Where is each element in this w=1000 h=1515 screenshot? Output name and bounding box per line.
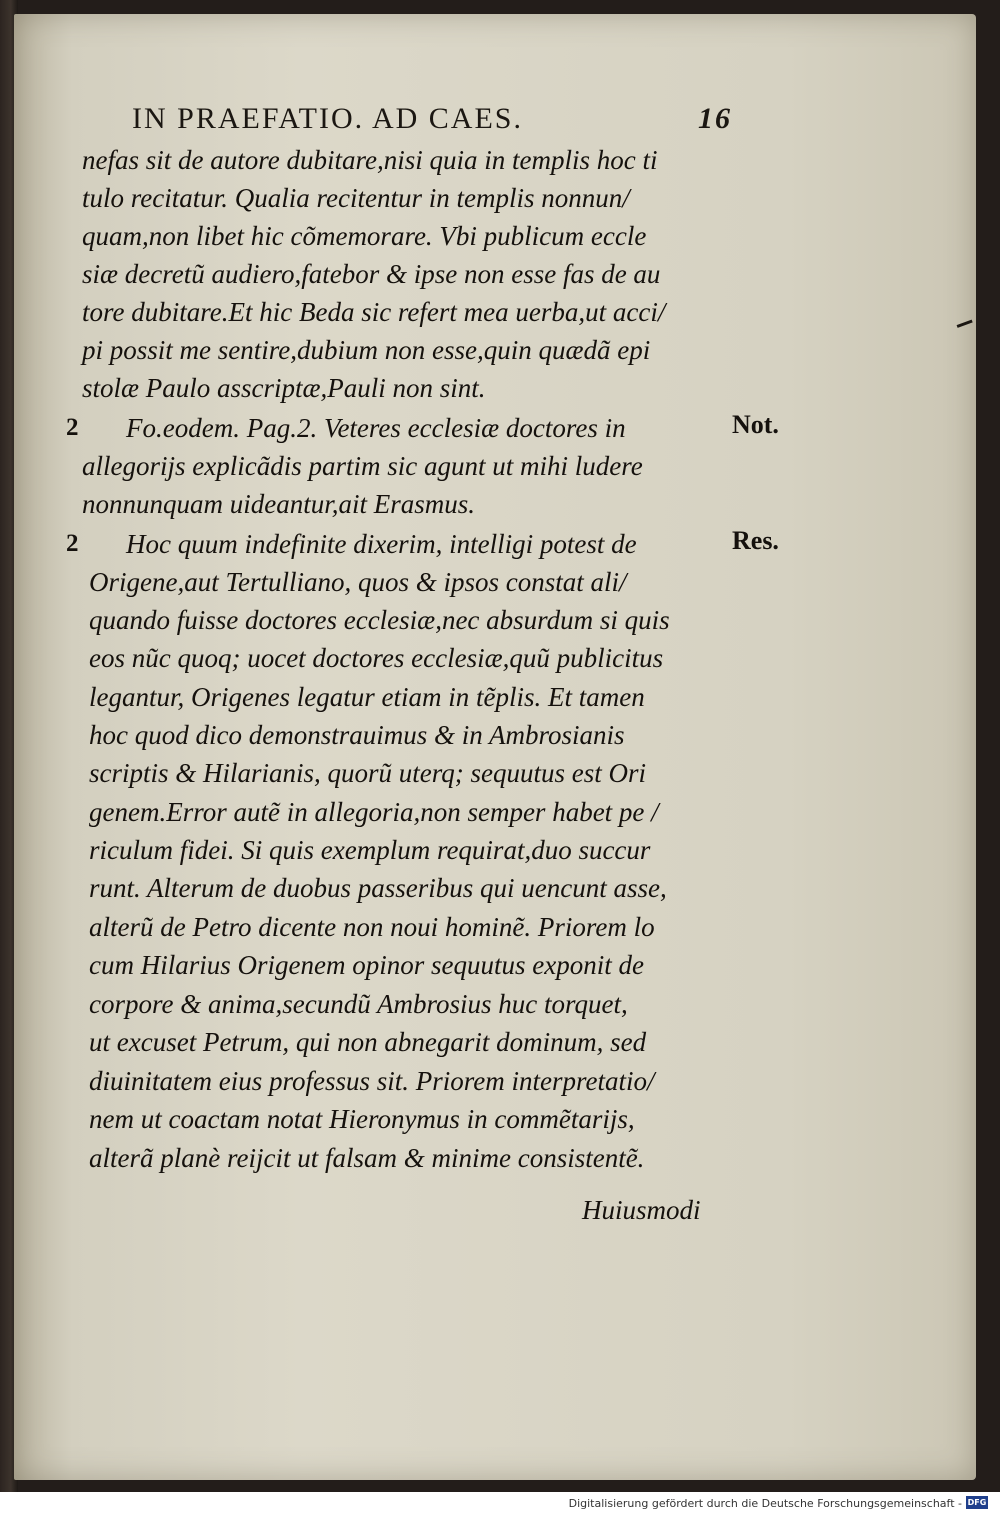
text-line: scriptis & Hilarianis, quorũ uterq; sequutus est Ori: [89, 758, 647, 788]
text-line: riculum fidei. Si quis exemplum requirat,duo succur: [89, 835, 651, 865]
text-line: cum Hilarius Origenem opinor sequutus exponit de: [89, 950, 644, 980]
digitization-credit: Digitalisierung gefördert durch die Deutsche Forschungsgemeinschaft -: [568, 1497, 962, 1510]
text-line: runt. Alterum de duobus passeribus qui uencunt asse,: [89, 873, 667, 903]
text-line: allegorijs explicãdis partim sic agunt ut mihi ludere: [82, 451, 643, 481]
text-line: nem ut coactam notat Hieronymus in commẽtarijs,: [89, 1104, 635, 1134]
text-line: genem.Error autẽ in allegoria,non semper habet pe /: [89, 797, 659, 827]
margin-note-res: Res.: [732, 526, 779, 555]
book-page: [14, 14, 976, 1480]
text-line: nonnunquam uideantur,ait Erasmus.: [82, 489, 476, 519]
margin-number: 2: [66, 530, 79, 557]
text-line: eos nũc quoq; uocet doctores ecclesiæ,quũ publicitus: [89, 643, 664, 673]
text-line: hoc quod dico demonstrauimus & in Ambrosianis: [89, 720, 625, 750]
text-line: quam,non libet hic cõmemorare. Vbi publicum eccle: [82, 221, 647, 251]
catchword: Huiusmodi: [582, 1195, 701, 1225]
text-line: legantur, Origenes legatur etiam in tẽplis. Et tamen: [89, 682, 645, 712]
text-line: alterã planè reijcit ut falsam & minime consistentẽ.: [89, 1143, 645, 1173]
text-line: siæ decretũ audiero,fatebor & ipse non esse fas de au: [82, 259, 661, 289]
margin-number: 2: [66, 414, 79, 441]
text-line: quando fuisse doctores ecclesiæ,nec absurdum si quis: [89, 605, 670, 635]
text-line: Hoc quum indefinite dixerim, intelligi potest de: [126, 529, 637, 559]
text-line: stolæ Paulo asscriptæ,Pauli non sint.: [82, 373, 486, 403]
text-line: Origene,aut Tertulliano, quos & ipsos constat ali/: [89, 567, 627, 597]
text-line: nefas sit de autore dubitare,nisi quia in templis hoc ti: [82, 145, 658, 175]
text-line: diuinitatem eius professus sit. Priorem interpretatio/: [89, 1066, 655, 1096]
folio-number: 16: [698, 102, 732, 135]
text-line: alterũ de Petro dicente non noui hominẽ. Priorem lo: [89, 912, 655, 942]
text-line: tulo recitatur. Qualia recitentur in templis nonnun/: [82, 183, 630, 213]
text-line: tore dubitare.Et hic Beda sic refert mea uerba,ut acci/: [82, 297, 666, 327]
text-line: corpore & anima,secundũ Ambrosius huc torquet,: [89, 989, 628, 1019]
text-line: Fo.eodem. Pag.2. Veteres ecclesiæ doctores in: [126, 413, 626, 443]
dfg-logo: DFG: [967, 1498, 987, 1507]
running-head-title: IN PRAEFATIO. AD CAES.: [132, 102, 523, 135]
text-line: pi possit me sentire,dubium non esse,quin quædã epi: [82, 335, 651, 365]
text-line: ut excuset Petrum, qui non abnegarit dominum, sed: [89, 1027, 647, 1057]
margin-note-not: Not.: [732, 410, 779, 439]
